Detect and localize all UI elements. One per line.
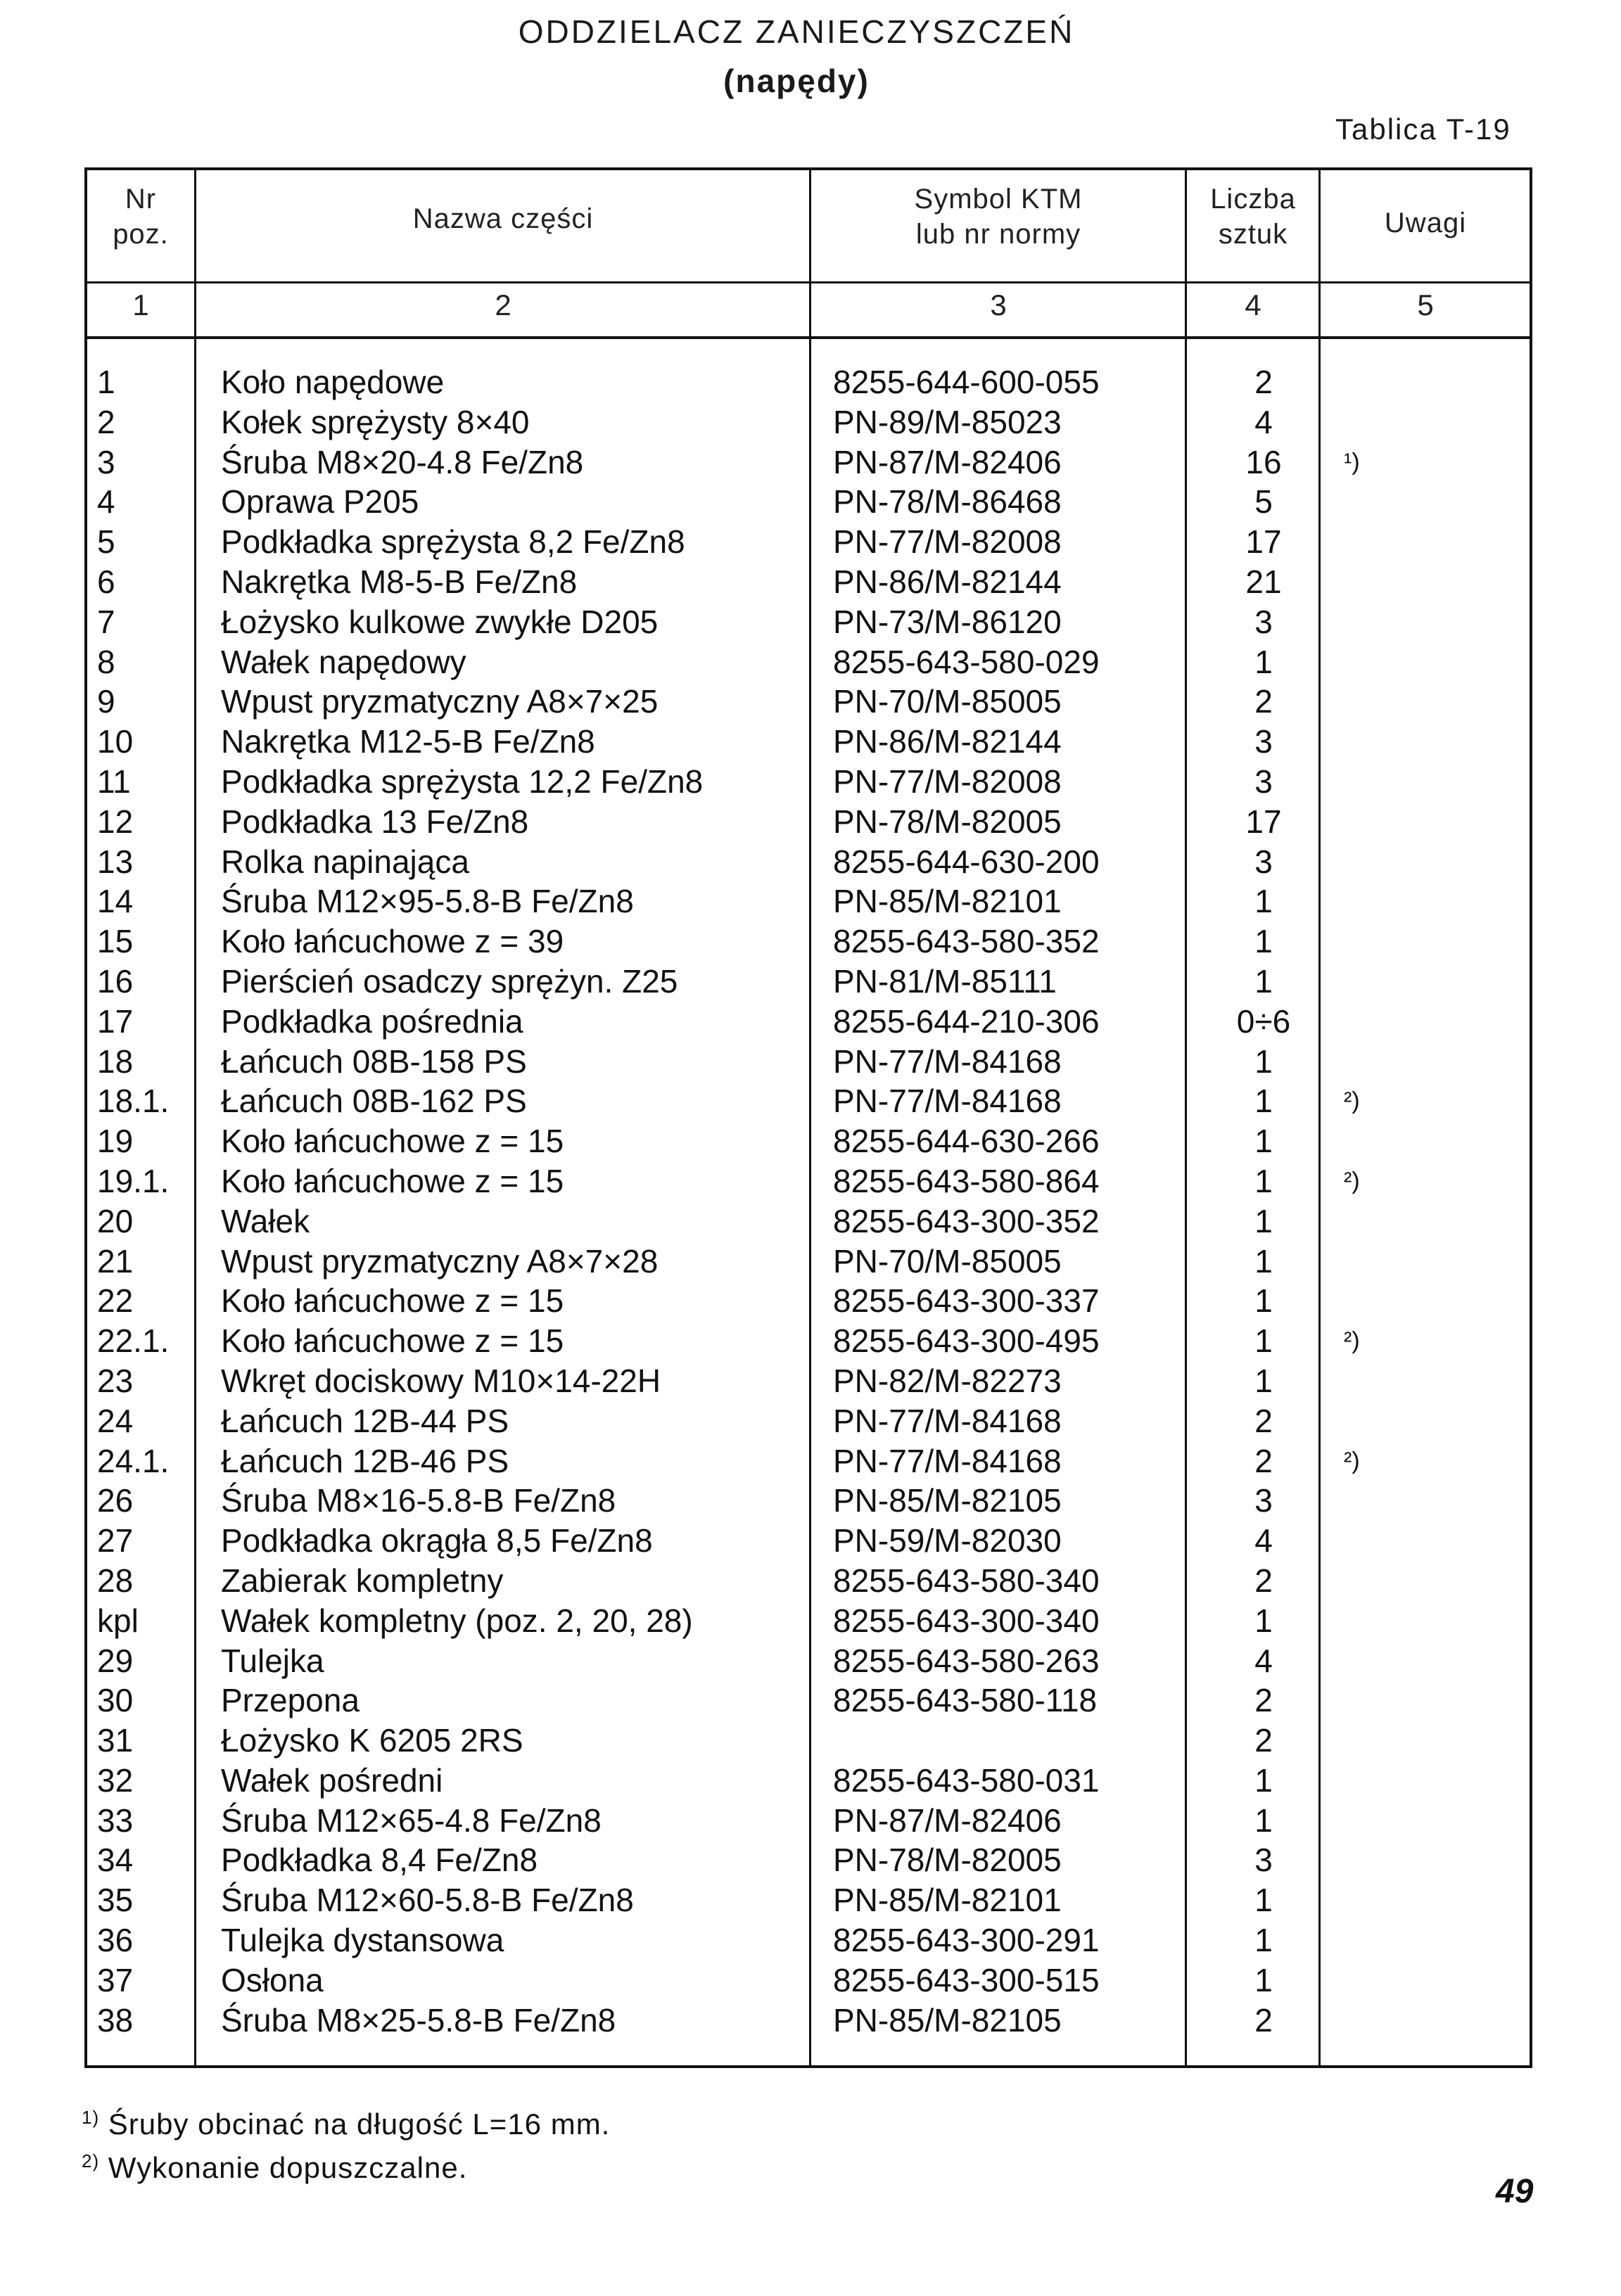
part-name: Śruba M8×25-5.8-B Fe/Zn8 <box>221 2001 616 2039</box>
table-row <box>84 881 1532 921</box>
part-symbol: PN-78/M-82005 <box>833 1842 1062 1879</box>
part-name: Śruba M12×95-5.8-B Fe/Zn8 <box>221 883 634 920</box>
part-symbol: PN-87/M-82406 <box>833 443 1062 480</box>
part-symbol: PN-77/M-84168 <box>833 1442 1062 1479</box>
table-row <box>84 1880 1532 1920</box>
part-qty: 1 <box>1254 1922 1273 1959</box>
footnotes <box>82 2099 610 2186</box>
part-name: Wałek kompletny (poz. 2, 20, 28) <box>221 1602 693 1639</box>
part-qty: 1 <box>1254 1761 1273 1799</box>
part-symbol: 8255-643-580-263 <box>833 1642 1100 1679</box>
row-nr: 10 <box>97 723 134 760</box>
row-nr: 35 <box>97 1882 134 1919</box>
part-name: Wałek napędowy <box>221 643 466 680</box>
part-qty: 2 <box>1254 364 1273 400</box>
part-qty: 1 <box>1254 1322 1273 1360</box>
table-row <box>84 482 1532 522</box>
part-symbol: PN-85/M-82105 <box>833 1482 1062 1519</box>
table-row <box>84 1281 1532 1321</box>
part-qty: 3 <box>1254 1842 1273 1879</box>
row-nr: 13 <box>97 843 134 880</box>
part-qty: 17 <box>1245 523 1282 561</box>
part-note: ²) <box>1344 1327 1360 1355</box>
part-qty: 1 <box>1254 1362 1273 1399</box>
part-qty: 1 <box>1254 923 1273 960</box>
row-nr: 4 <box>97 483 115 521</box>
part-name: Podkładka sprężysta 8,2 Fe/Zn8 <box>221 523 685 561</box>
table-row <box>84 762 1532 802</box>
part-qty: 21 <box>1245 563 1282 600</box>
part-name: Łańcuch 12B-46 PS <box>221 1442 509 1479</box>
row-nr: 19 <box>97 1123 134 1160</box>
table-row <box>84 722 1532 762</box>
part-name: Podkładka okrągła 8,5 Fe/Zn8 <box>221 1522 653 1560</box>
part-symbol: PN-77/M-84168 <box>833 1042 1062 1080</box>
row-nr: kpl <box>97 1602 139 1639</box>
part-symbol: PN-85/M-82105 <box>833 2001 1062 2039</box>
part-name: Osłona <box>221 1961 324 1998</box>
table-row <box>84 802 1532 842</box>
part-symbol: PN-82/M-82273 <box>833 1362 1062 1399</box>
column-number: 3 <box>990 288 1007 321</box>
row-nr: 31 <box>97 1722 134 1759</box>
part-name: Łańcuch 12B-44 PS <box>221 1402 509 1439</box>
row-nr: 15 <box>97 923 134 960</box>
table-row <box>84 522 1532 562</box>
part-qty: 3 <box>1254 763 1273 800</box>
part-symbol: 8255-643-300-352 <box>833 1202 1100 1239</box>
page-subtitle: (napędy) <box>723 63 870 99</box>
table-row <box>84 1161 1532 1201</box>
footnote-text: Śruby obcinać na długość L=16 mm. <box>108 2107 611 2141</box>
header-qty: Liczba sztuk <box>1210 184 1296 250</box>
row-nr: 38 <box>97 2001 134 2039</box>
table-row <box>84 362 1532 402</box>
table-row <box>84 1361 1532 1401</box>
table-row <box>84 921 1532 962</box>
part-name: Pierścień osadczy sprężyn. Z25 <box>221 962 678 1000</box>
part-name: Wpust pryzmatyczny A8×7×28 <box>221 1242 659 1280</box>
table-row <box>84 1601 1532 1641</box>
part-name: Oprawa P205 <box>221 483 419 521</box>
part-qty: 3 <box>1254 723 1273 760</box>
part-symbol: PN-70/M-85005 <box>833 683 1062 720</box>
part-qty: 1 <box>1254 1123 1273 1160</box>
row-nr: 29 <box>97 1642 134 1679</box>
row-nr: 24.1. <box>97 1442 170 1479</box>
table-row <box>84 1441 1532 1481</box>
table-row <box>84 1481 1532 1521</box>
part-name: Koło łańcuchowe z = 15 <box>221 1123 564 1160</box>
part-qty: 1 <box>1254 1083 1273 1120</box>
part-name: Koło napędowe <box>221 364 445 400</box>
part-symbol: PN-86/M-82144 <box>833 563 1062 600</box>
row-nr: 30 <box>97 1682 134 1719</box>
part-qty: 2 <box>1254 1562 1273 1599</box>
row-nr: 36 <box>97 1922 134 1959</box>
table-row <box>84 1561 1532 1601</box>
column-number: 2 <box>495 288 511 321</box>
row-nr: 22.1. <box>97 1322 170 1360</box>
part-qty: 17 <box>1245 803 1282 840</box>
part-qty: 2 <box>1254 1682 1273 1719</box>
table-row <box>84 1960 1532 2001</box>
part-symbol: 8255-644-630-266 <box>833 1123 1100 1160</box>
footnote-mark: 1) <box>82 2107 100 2128</box>
table-row <box>84 682 1532 722</box>
part-qty: 1 <box>1254 1042 1273 1080</box>
part-name: Nakrętka M8-5-B Fe/Zn8 <box>221 563 578 600</box>
part-qty: 4 <box>1254 403 1273 440</box>
part-note: ²) <box>1344 1447 1360 1474</box>
row-nr: 17 <box>97 1002 134 1040</box>
table-row <box>84 1801 1532 1841</box>
part-qty: 1 <box>1254 1801 1273 1839</box>
part-symbol: 8255-643-300-340 <box>833 1602 1100 1639</box>
table-row <box>84 1081 1532 1121</box>
header-nr: Nr poz. <box>113 184 169 250</box>
part-name: Podkładka sprężysta 12,2 Fe/Zn8 <box>221 763 704 800</box>
part-name: Kołek sprężysty 8×40 <box>221 403 530 440</box>
part-qty: 1 <box>1254 1882 1273 1919</box>
part-note: ²) <box>1344 1088 1360 1115</box>
footnote-text: Wykonanie dopuszczalne. <box>108 2151 468 2184</box>
part-qty: 2 <box>1254 1442 1273 1479</box>
row-nr: 28 <box>97 1562 134 1599</box>
part-name: Nakrętka M12-5-B Fe/Zn8 <box>221 723 595 760</box>
header-symbol: Symbol KTM lub nr normy <box>914 184 1083 250</box>
footnote <box>82 2099 610 2143</box>
row-nr: 5 <box>97 523 115 561</box>
row-nr: 8 <box>97 643 115 680</box>
part-symbol: PN-85/M-82101 <box>833 883 1062 920</box>
part-qty: 1 <box>1254 1602 1273 1639</box>
header-divider <box>84 336 1532 339</box>
part-symbol: 8255-643-580-864 <box>833 1162 1100 1199</box>
table-row <box>84 1401 1532 1441</box>
row-nr: 32 <box>97 1761 134 1799</box>
table-row <box>84 2001 1532 2041</box>
table-row <box>84 842 1532 882</box>
table-row <box>84 1840 1532 1880</box>
column-number: 1 <box>132 288 149 321</box>
part-qty: 1 <box>1254 1202 1273 1239</box>
part-qty: 1 <box>1254 643 1273 680</box>
page-number: 49 <box>1496 2173 1534 2210</box>
table-row <box>84 1201 1532 1242</box>
table-row <box>84 1761 1532 1801</box>
table-row <box>84 402 1532 442</box>
row-nr: 33 <box>97 1801 134 1839</box>
part-symbol: 8255-643-580-340 <box>833 1562 1100 1599</box>
table-body <box>84 362 1532 2040</box>
part-symbol: 8255-644-600-055 <box>833 364 1100 400</box>
part-name: Tulejka dystansowa <box>221 1922 504 1959</box>
row-nr: 26 <box>97 1482 134 1519</box>
part-name: Koło łańcuchowe z = 15 <box>221 1282 564 1320</box>
table-row <box>84 1721 1532 1761</box>
row-nr: 23 <box>97 1362 134 1399</box>
part-name: Łożysko kulkowe zwykłe D205 <box>221 603 659 640</box>
part-symbol: PN-77/M-82008 <box>833 763 1062 800</box>
row-nr: 22 <box>97 1282 134 1320</box>
part-name: Tulejka <box>221 1642 324 1679</box>
part-qty: 16 <box>1245 443 1282 480</box>
header-notes: Uwagi <box>1384 208 1467 238</box>
part-qty: 4 <box>1254 1642 1273 1679</box>
part-name: Śruba M8×16-5.8-B Fe/Zn8 <box>221 1482 616 1519</box>
part-symbol: 8255-644-210-306 <box>833 1002 1100 1040</box>
part-name: Wałek pośredni <box>221 1761 443 1799</box>
part-qty: 2 <box>1254 1402 1273 1439</box>
row-nr: 19.1. <box>97 1162 170 1199</box>
part-name: Przepona <box>221 1682 360 1719</box>
row-nr: 27 <box>97 1522 134 1560</box>
part-name: Koło łańcuchowe z = 39 <box>221 923 564 960</box>
table-row <box>84 1680 1532 1721</box>
part-name: Śruba M8×20-4.8 Fe/Zn8 <box>221 443 584 480</box>
table-row <box>84 1042 1532 1082</box>
part-name: Podkładka 13 Fe/Zn8 <box>221 803 529 840</box>
footnote <box>82 2143 610 2186</box>
table-row <box>84 1121 1532 1161</box>
part-qty: 1 <box>1254 883 1273 920</box>
table-row <box>84 1242 1532 1282</box>
part-qty: 2 <box>1254 1722 1273 1759</box>
part-symbol: PN-89/M-85023 <box>833 403 1062 440</box>
part-qty: 0÷6 <box>1236 1002 1291 1040</box>
row-nr: 2 <box>97 403 115 440</box>
part-symbol: PN-59/M-82030 <box>833 1522 1062 1560</box>
page-title: ODDZIELACZ ZANIECZYSZCZEŃ <box>518 13 1075 50</box>
part-symbol: 8255-643-580-029 <box>833 643 1100 680</box>
row-nr: 16 <box>97 962 134 1000</box>
table-row <box>84 642 1532 682</box>
part-qty: 5 <box>1254 483 1273 521</box>
part-qty: 1 <box>1254 1242 1273 1280</box>
part-qty: 3 <box>1254 1482 1273 1519</box>
part-note: ²) <box>1344 1167 1360 1194</box>
part-qty: 2 <box>1254 2001 1273 2039</box>
row-nr: 18.1. <box>97 1083 170 1120</box>
part-symbol: PN-77/M-82008 <box>833 523 1062 561</box>
part-name: Wkręt dociskowy M10×14-22H <box>221 1362 661 1399</box>
row-nr: 21 <box>97 1242 134 1280</box>
row-nr: 12 <box>97 803 134 840</box>
part-symbol: PN-78/M-82005 <box>833 803 1062 840</box>
table-row <box>84 1521 1532 1561</box>
row-nr: 34 <box>97 1842 134 1879</box>
part-symbol: 8255-643-580-118 <box>833 1682 1098 1719</box>
part-symbol: 8255-643-300-515 <box>833 1961 1100 1998</box>
part-name: Wpust pryzmatyczny A8×7×25 <box>221 683 659 720</box>
part-note: ¹) <box>1344 448 1360 476</box>
part-qty: 1 <box>1254 962 1273 1000</box>
row-nr: 6 <box>97 563 115 600</box>
table-row <box>84 442 1532 483</box>
part-name: Zabierak kompletny <box>221 1562 504 1599</box>
table-row <box>84 962 1532 1002</box>
row-nr: 14 <box>97 883 134 920</box>
part-qty: 3 <box>1254 843 1273 880</box>
part-symbol: 8255-644-630-200 <box>833 843 1100 880</box>
part-name: Łańcuch 08B-162 PS <box>221 1083 527 1120</box>
part-symbol: PN-78/M-86468 <box>833 483 1062 521</box>
part-symbol: 8255-643-300-291 <box>833 1922 1100 1959</box>
part-name: Śruba M12×60-5.8-B Fe/Zn8 <box>221 1882 634 1919</box>
part-symbol: PN-87/M-82406 <box>833 1801 1062 1839</box>
part-symbol: PN-70/M-85005 <box>833 1242 1062 1280</box>
part-name: Koło łańcuchowe z = 15 <box>221 1162 564 1199</box>
header-name: Nazwa części <box>412 203 594 234</box>
footnote-mark: 2) <box>82 2150 100 2171</box>
part-name: Podkładka pośrednia <box>221 1002 523 1040</box>
table-row <box>84 602 1532 642</box>
table-reference: Tablica T-19 <box>1335 113 1511 146</box>
header-divider <box>84 281 1532 283</box>
row-nr: 18 <box>97 1042 134 1080</box>
column-number: 5 <box>1417 288 1434 321</box>
part-name: Łożysko K 6205 2RS <box>221 1722 523 1759</box>
part-name: Śruba M12×65-4.8 Fe/Zn8 <box>221 1801 602 1839</box>
part-symbol: PN-77/M-84168 <box>833 1402 1062 1439</box>
part-qty: 2 <box>1254 683 1273 720</box>
part-symbol: PN-77/M-84168 <box>833 1083 1062 1120</box>
part-name: Łańcuch 08B-158 PS <box>221 1042 527 1080</box>
row-nr: 20 <box>97 1202 134 1239</box>
part-name: Koło łańcuchowe z = 15 <box>221 1322 564 1360</box>
part-symbol: 8255-643-300-337 <box>833 1282 1100 1320</box>
table-row <box>84 562 1532 602</box>
part-symbol: PN-81/M-85111 <box>833 962 1057 1000</box>
table-row <box>84 1321 1532 1361</box>
row-nr: 1 <box>97 364 115 400</box>
part-name: Rolka napinająca <box>221 843 469 880</box>
part-qty: 1 <box>1254 1162 1273 1199</box>
row-nr: 7 <box>97 603 115 640</box>
part-symbol: PN-73/M-86120 <box>833 603 1062 640</box>
row-nr: 9 <box>97 683 115 720</box>
part-qty: 3 <box>1254 603 1273 640</box>
row-nr: 24 <box>97 1402 134 1439</box>
part-symbol: 8255-643-580-031 <box>833 1761 1100 1799</box>
table-row <box>84 1002 1532 1042</box>
part-name: Wałek <box>221 1202 310 1239</box>
part-symbol: 8255-643-300-495 <box>833 1322 1100 1360</box>
part-qty: 4 <box>1254 1522 1273 1560</box>
part-symbol: 8255-643-580-352 <box>833 923 1100 960</box>
part-qty: 1 <box>1254 1961 1273 1998</box>
column-number: 4 <box>1245 288 1261 321</box>
part-name: Podkładka 8,4 Fe/Zn8 <box>221 1842 538 1879</box>
table-row <box>84 1641 1532 1681</box>
row-nr: 11 <box>97 763 131 800</box>
row-nr: 37 <box>97 1961 134 1998</box>
part-qty: 1 <box>1254 1282 1273 1320</box>
part-symbol: PN-86/M-82144 <box>833 723 1062 760</box>
table-row <box>84 1920 1532 1960</box>
part-symbol: PN-85/M-82101 <box>833 1882 1062 1919</box>
row-nr: 3 <box>97 443 115 480</box>
